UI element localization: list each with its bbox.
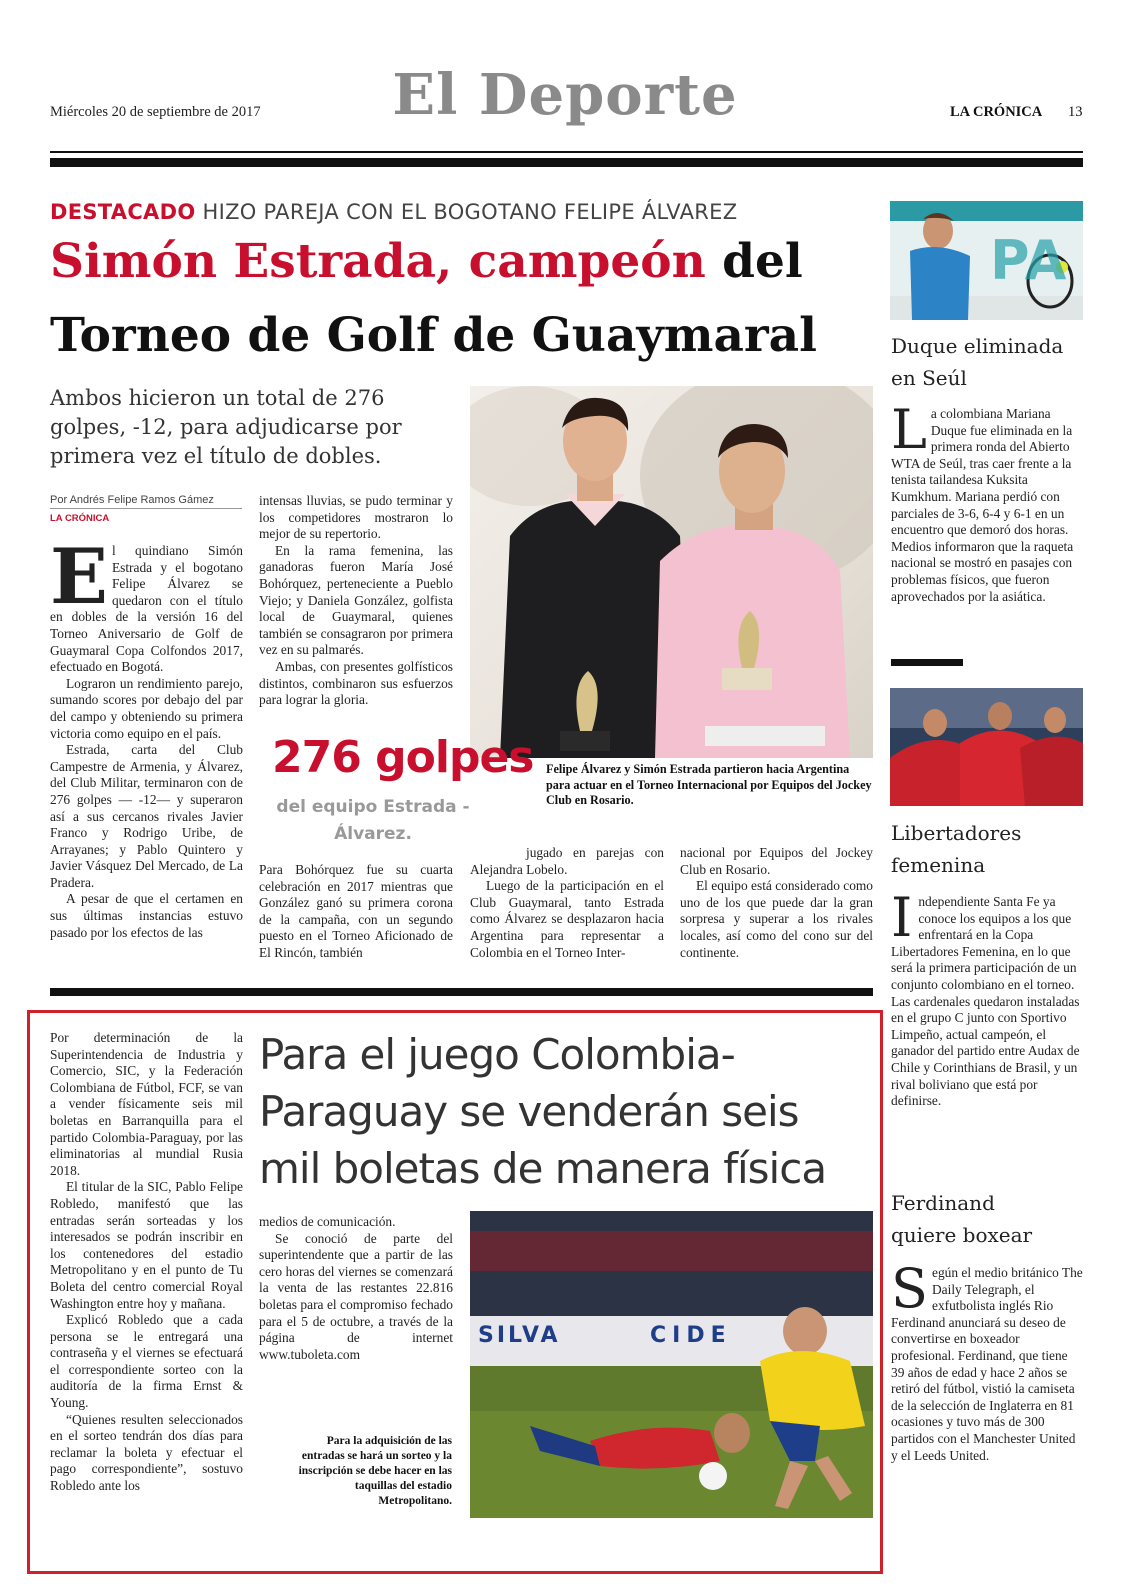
sidebar-story2-title: Libertadores femenina bbox=[891, 821, 1022, 877]
main-col2-p2: En la rama femenina, las ganadoras fueron María José Bohórquez, perteneciente a Pueblo Viejo; y Daniela González, golfista local de Guaymaral, quienes también se consagraron por primera vez en su palmarés. bbox=[259, 542, 453, 658]
pullquote-number: 276 golpes bbox=[272, 732, 534, 783]
golfers-photo bbox=[470, 386, 873, 758]
sidebar-story3-dropcap: S bbox=[891, 1257, 928, 1320]
headline-red: Simón Estrada, campeón bbox=[50, 234, 706, 289]
main-col2-p3: Ambas, con presentes golfísticos distintos, combinaron sus esfuerzos para lograr la gloria. bbox=[259, 658, 453, 708]
tennis-banner-text: PA bbox=[990, 229, 1067, 292]
banner-text-cide: CIDE bbox=[650, 1323, 732, 1348]
second-col1-p2: El titular de la SIC, Pablo Felipe Robledo, manifestó que las entradas serán sorteadas y los interesados se podrán inscribir en los contenedores del estadio Metropolitano y en el punto de Tu Boleta del centro comercial Royal Washington entre hoy y mañana. bbox=[50, 1179, 243, 1311]
second-col1-p3: Explicó Robledo que a cada persona se le entregará una contraseña y el viernes se efectuará el correspondiente sorteo con la auditoría de la firma Ernst & Young. bbox=[50, 1312, 243, 1411]
sidebar-rule-1 bbox=[891, 659, 963, 666]
sidebar-story2-body: ndependiente Santa Fe ya conoce los equipos a los que enfrentará en la Copa Libertadores Femenina, en lo que será la primera participación de un conjunto colombiano en el torneo. Las cardenales quedaron instaladas en el grupo C junto con Sportivo Limpeño, actual campeón, el ganador del partido entre Audax de Chile y Corinthians de Brasil, y un rival boliviano que está por definirse. bbox=[891, 894, 1080, 1109]
byline-rule bbox=[50, 508, 242, 509]
sidebar-story1-text bbox=[891, 398, 1083, 605]
main-column-2 bbox=[259, 493, 453, 709]
header-rule-thin bbox=[50, 151, 1083, 153]
main-col2b-p1: Para Bohórquez fue su cuarta celebración en 2017 mientras que González ganó su primera corona de la campaña, con un segundo puesto en el Torneo Aficionado de El Rincón, también bbox=[259, 862, 453, 960]
main-col1-p1: l quindiano Simón Estrada y el bogotano Felipe Álvarez se quedaron con el título en dobles de la versión 16 del Torneo Aniversario de Golf de Guaymaral Copa Colfondos 2017, efectuado en Bogotá. bbox=[50, 543, 243, 675]
sidebar-story1-body: a colombiana Mariana Duque fue eliminada en la primera ronda del Abierto WTA de Seúl, tras caer frente a la tenista tailandesa Kuksita Kumkhum. Mariana perdió con parciales de 3-6, 6-4 y 6-1 en un encuentro que demoró dos horas. Medios informaron que la raqueta nacional se mostró en pasajes con problemas físicos, que fueron aprovechados por la asiática. bbox=[891, 406, 1074, 604]
main-col3b-p1: jugado en parejas con Alejandra Lobelo. bbox=[470, 845, 664, 877]
sidebar-story3-body: egún el medio británico The Daily Telegraph, el exfutbolista inglés Rio Ferdinand anunciará su deseo de convertirse en boxeador profesional. Ferdinand, que tiene 39 años de edad y hace 2 años se retiró del fútbol, vistió la camiseta de la selección de Inglaterra en 81 ocasiones y tuvo más de 300 partidos con el Manchester United y el Leeds United. bbox=[891, 1265, 1083, 1463]
tennis-photo bbox=[890, 201, 1083, 320]
second-col2-p2: Se conoció de parte del superintendente que a partir de las cero horas del viernes se comenzará la venta de las restantes 22.816 boletas para el compromiso fechado para el 5 de octubre, a través de la página de internet www.tuboleta.com bbox=[259, 1230, 453, 1362]
main-column-3b bbox=[470, 845, 664, 961]
main-column-2b bbox=[259, 862, 453, 962]
golfers-illustration bbox=[470, 386, 873, 758]
main-column-1 bbox=[50, 532, 243, 941]
football-women-illustration bbox=[890, 688, 1083, 806]
second-col1-p4: “Quienes resulten seleccionados en el sorteo tendrán dos días para reclamar la boleta y efectuar el pago correspondiente”, sostuvo Robledo ante los bbox=[50, 1411, 243, 1494]
headline-del: del bbox=[722, 234, 803, 289]
section-title: El Deporte bbox=[392, 62, 738, 128]
sidebar-story3-text bbox=[891, 1257, 1083, 1464]
main-dropcap: E bbox=[50, 532, 108, 621]
second-headline: Para el juego Colombia-Paraguay se venderán seis mil boletas de manera física bbox=[259, 1030, 827, 1193]
sidebar-story2-dropcap: I bbox=[891, 886, 913, 949]
main-col4b-p2: El equipo está considerado como uno de los que puede dar la gran sorpresa y superar a los rivales locales, así como del cono sur del continente. bbox=[680, 878, 874, 960]
main-col1-p3: Estrada, carta del Club Campestre de Armenia, y Álvarez, del Club Militar, terminaron con de 276 golpes — -12— y superaron así a sus cercanos rivales Javier Franco y Rodrigo Uribe, de Arrayanes; y Pablo Quintero y Javier Vásquez Del Mercado, de La Pradera. bbox=[50, 742, 243, 890]
football-photo-caption: Para la adquisición de las entradas se hará un sorteo y la inscripción se debe hacer en las taquillas del estadio Metropolitano. bbox=[298, 1435, 452, 1507]
football-photo bbox=[470, 1211, 873, 1518]
story-divider-rule bbox=[50, 988, 873, 996]
headline-line-1 bbox=[50, 228, 803, 296]
second-column-2 bbox=[259, 1214, 453, 1363]
main-col1-p4: A pesar de que el certamen en sus últimas instancias estuvo pasado por los efectos de las bbox=[50, 891, 243, 940]
sidebar-story1-dropcap: L bbox=[891, 398, 927, 461]
sidebar-story2-text bbox=[891, 886, 1083, 1110]
main-col3b-p2: Luego de la participación en el Club Guaymaral, tanto Estrada como Álvarez se desplazaron hacia Argentina para representar a Colombia en el Torneo Inter- bbox=[470, 878, 664, 960]
main-col4b-p1: nacional por Equipos del Jockey Club en Rosario. bbox=[680, 845, 873, 877]
kicker-text: HIZO PAREJA CON EL BOGOTANO FELIPE ÁLVAREZ bbox=[202, 200, 738, 224]
issue-date: Miércoles 20 de septiembre de 2017 bbox=[50, 104, 261, 120]
second-col1-p1: Por determinación de la Superintendencia de Industria y Comercio, SIC, y la Federación Colombiana de Fútbol, FCF, se van a vender físicamente seis mil boletas en Barranquilla para el partido Colombia-Paraguay, por las eliminatorias al mundial Rusia 2018. bbox=[50, 1030, 243, 1178]
publication-name: LA CRÓNICA bbox=[950, 104, 1043, 120]
header-rule-thick bbox=[50, 158, 1083, 167]
pullquote-text: del equipo Estrada - Álvarez. bbox=[276, 797, 470, 844]
sidebar-story1-title: Duque eliminada en Seúl bbox=[891, 334, 1064, 390]
football-illustration bbox=[470, 1211, 873, 1518]
byline-outlet: LA CRÓNICA bbox=[50, 513, 110, 524]
story-deck: Ambos hicieron un total de 276 golpes, -12, para adjudicarse por primera vez el título de dobles. bbox=[50, 386, 402, 468]
byline: Por Andrés Felipe Ramos Gámez bbox=[50, 494, 214, 506]
page-number: 13 bbox=[1068, 104, 1083, 120]
main-column-4b bbox=[680, 845, 873, 961]
main-col2-p1: intensas lluvias, se pudo terminar y los competidores mostraron lo mejor de su repertorio. bbox=[259, 493, 453, 542]
kicker bbox=[50, 200, 737, 224]
second-column-1 bbox=[50, 1030, 243, 1495]
second-col2-p1: medios de comunicación. bbox=[259, 1214, 396, 1229]
banner-text-silva: SILVA bbox=[478, 1323, 561, 1348]
main-col1-p2: Lograron un rendimiento parejo, sumando scores por debajo del par del campo y obteniendo su primera victoria como equipo en el país. bbox=[50, 675, 243, 741]
golfers-photo-caption: Felipe Álvarez y Simón Estrada partieron hacia Argentina para actuar en el Torneo Internacional por Equipos del Jockey Club en Rosario. bbox=[546, 762, 872, 807]
kicker-label: DESTACADO bbox=[50, 200, 196, 224]
headline-line-2: Torneo de Golf de Guaymaral bbox=[50, 308, 817, 363]
football-women-photo bbox=[890, 688, 1083, 806]
sidebar-story3-title: Ferdinand quiere boxear bbox=[891, 1191, 1033, 1247]
